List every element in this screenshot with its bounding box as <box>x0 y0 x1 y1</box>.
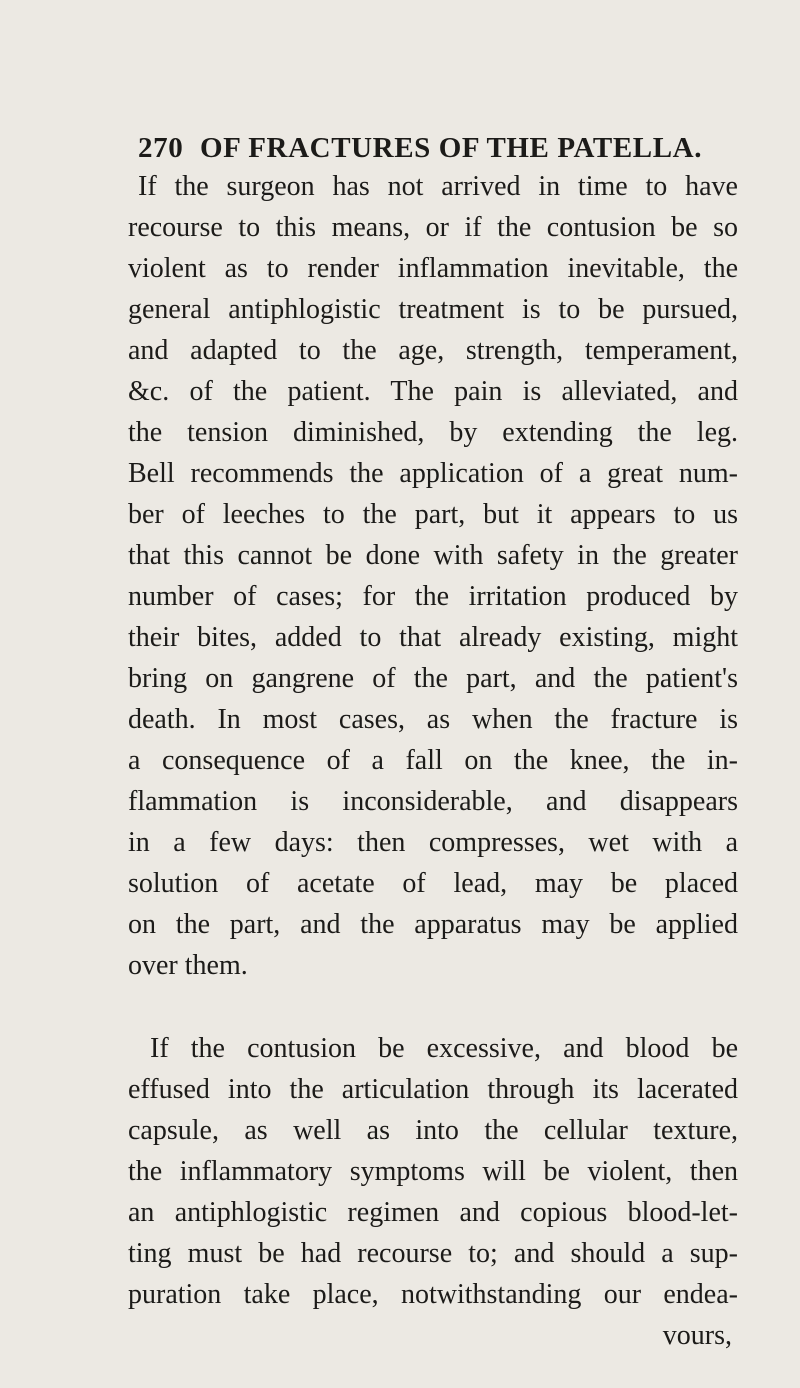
text-line: Bell recommends the application of a great num- <box>128 458 738 489</box>
text-line: recourse to this means, or if the contusion be so <box>128 212 738 243</box>
page-number: 270 <box>138 132 184 164</box>
text-line: &c. of the patient. The pain is alleviated, and <box>128 376 738 407</box>
text-line: capsule, as well as into the cellular texture, <box>128 1115 738 1146</box>
text-line: number of cases; for the irritation produced by <box>128 581 738 612</box>
running-head <box>138 132 703 165</box>
text-line: and adapted to the age, strength, temperament, <box>128 335 738 366</box>
text-line: ber of leeches to the part, but it appears to us <box>128 499 738 530</box>
text-line: over them. <box>128 950 248 981</box>
running-head-title: OF FRACTURES OF THE PATELLA. <box>200 132 703 164</box>
text-line: bring on gangrene of the part, and the patient's <box>128 663 738 694</box>
text-line: on the part, and the apparatus may be applied <box>128 909 738 940</box>
text-line: the tension diminished, by extending the leg. <box>128 417 738 448</box>
text-line: ting must be had recourse to; and should a sup- <box>128 1238 738 1269</box>
text-line: violent as to render inflammation inevitable, the <box>128 253 738 284</box>
text-line: general antiphlogistic treatment is to be pursued, <box>128 294 738 325</box>
text-line: If the contusion be excessive, and blood be <box>150 1033 738 1064</box>
text-line: death. In most cases, as when the fracture is <box>128 704 738 735</box>
text-line: a consequence of a fall on the knee, the in- <box>128 745 738 776</box>
catchword: vours, <box>662 1320 732 1351</box>
text-line: the inflammatory symptoms will be violent, then <box>128 1156 738 1187</box>
paragraph-2 <box>128 1028 738 1356</box>
text-line: their bites, added to that already existing, might <box>128 622 738 653</box>
paragraph-gap <box>128 986 738 1028</box>
body-text <box>128 166 738 1356</box>
text-line: effused into the articulation through its lacerated <box>128 1074 738 1105</box>
text-line: flammation is inconsiderable, and disappears <box>128 786 738 817</box>
text-line: puration take place, notwithstanding our endea- <box>128 1279 738 1310</box>
paragraph-1 <box>128 166 738 986</box>
text-line: If the surgeon has not arrived in time to have <box>138 171 738 202</box>
text-line: solution of acetate of lead, may be placed <box>128 868 738 899</box>
text-line: in a few days: then compresses, wet with a <box>128 827 738 858</box>
text-line: that this cannot be done with safety in the greater <box>128 540 738 571</box>
text-line: an antiphlogistic regimen and copious blood-let- <box>128 1197 738 1228</box>
